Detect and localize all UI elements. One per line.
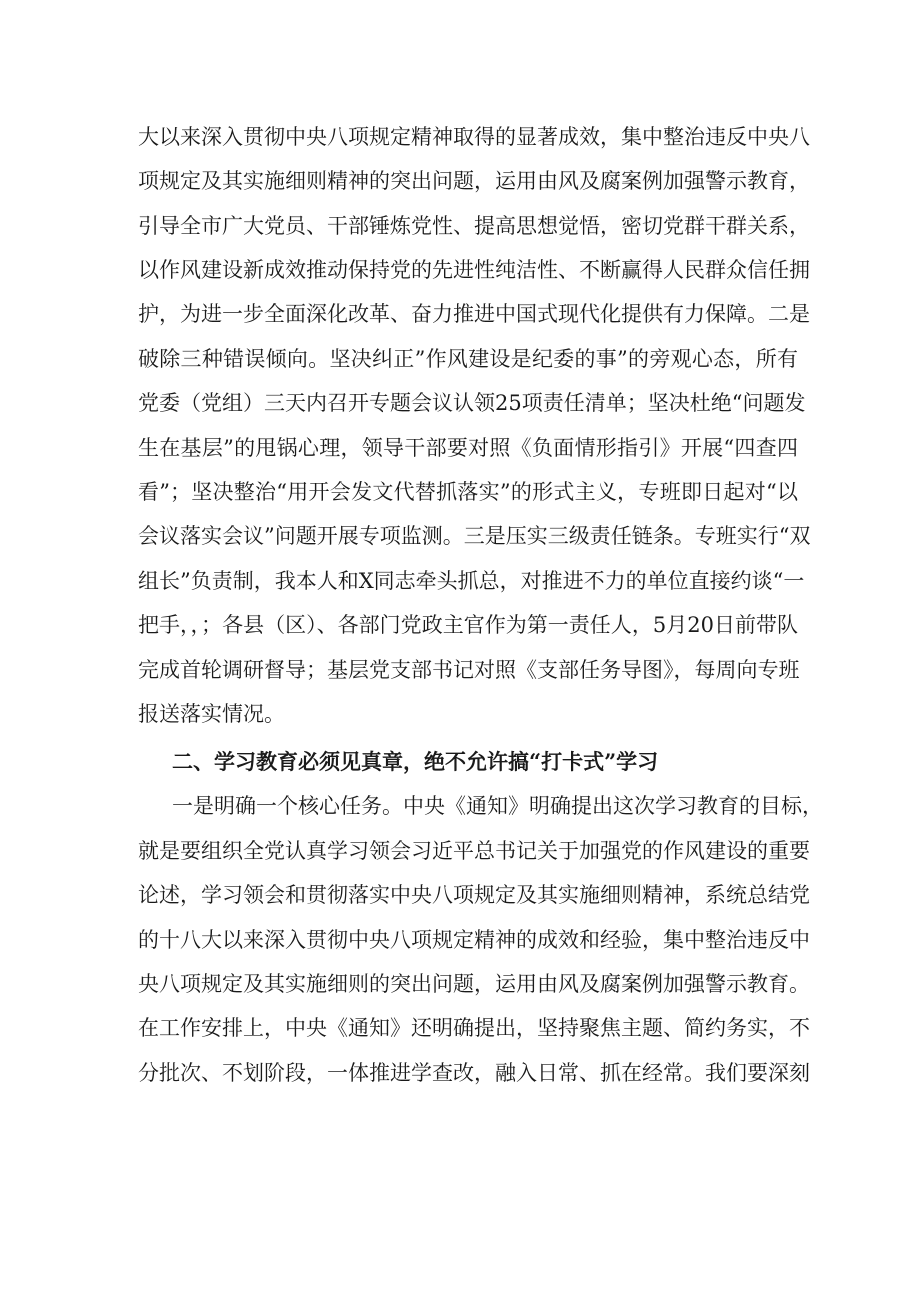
- paragraph2-line-2: 就是要组织全党认真学习领会习近平总书记关于加强党的作风建设的重要: [138, 839, 810, 863]
- paragraph1-line-5: 护，为进一步全面深化改革、奋力推进中国式现代化提供有力保障。二是: [138, 302, 810, 326]
- paragraph1-line-2: 项规定及其实施细则精神的突出问题，运用由风及腐案例加强警示教育，: [138, 169, 810, 193]
- paragraph2-line-4: 的十八大以来深入贯彻中央八项规定精神的成效和经验，集中整治违反中: [138, 928, 810, 952]
- paragraph1-line-13: 完成首轮调研督导；基层党支部书记对照《支部任务导图》，每周向专班: [138, 658, 800, 682]
- paragraph1-line-11: 组长”负责制，我本人和X同志牵头抓总，对推进不力的单位直接约谈“一: [138, 569, 805, 593]
- paragraph1-line-10: 会议落实会议”问题开展专项监测。三是压实三级责任链条。专班实行“双: [138, 524, 811, 548]
- paragraph1-line-8: 生在基层”的甩锅心理，领导干部要对照《负面情形指引》开展“四查四: [138, 436, 798, 460]
- paragraph2-line-3: 论述，学习领会和贯彻落实中央八项规定及其实施细则精神，系统总结党: [138, 883, 810, 907]
- paragraph2-line-7: 分批次、不划阶段，一体推进学查改，融入日常、抓在经常。我们要深刻: [138, 1061, 810, 1085]
- paragraph2-line-1: 一是明确一个核心任务。中央《通知》明确提出这次学习教育的目标，: [172, 794, 823, 818]
- paragraph1-line-7: 党委（党组）三天内召开专题会议认领25项责任清单；坚决杜绝“问题发: [138, 391, 806, 415]
- paragraph1-line-3: 引导全市广大党员、干部锤炼党性、提高思想觉悟，密切党群干群关系，: [138, 214, 810, 238]
- paragraph1-line-1: 大以来深入贯彻中央八项规定精神取得的显著成效，集中整治违反中央八: [138, 125, 810, 149]
- paragraph2-line-6: 在工作安排上，中央《通知》还明确提出，坚持聚焦主题、简约务实，不: [138, 1016, 810, 1040]
- section-heading-2: 二、学习教育必须见真章，绝不允许搞“打卡式”学习: [172, 749, 659, 774]
- paragraph1-line-12: 把手，，；各县（区）、各部门党政主官作为第一责任人，5月20日前带队: [138, 613, 798, 637]
- paragraph1-line-9: 看”；坚决整治“用开会发文代替抓落实”的形式主义，专班即日起对“以: [138, 480, 798, 504]
- paragraph1-line-14: 报送落实情况。: [138, 702, 285, 726]
- paragraph2-line-5: 央八项规定及其实施细则的突出问题，运用由风及腐案例加强警示教育。: [138, 972, 810, 996]
- paragraph1-line-6: 破除三种错误倾向。坚决纠正”作风建设是纪委的事”的旁观心态，所有: [138, 347, 798, 371]
- paragraph1-line-4: 以作风建设新成效推动保持党的先进性纯洁性、不断赢得人民群众信任拥: [138, 258, 810, 282]
